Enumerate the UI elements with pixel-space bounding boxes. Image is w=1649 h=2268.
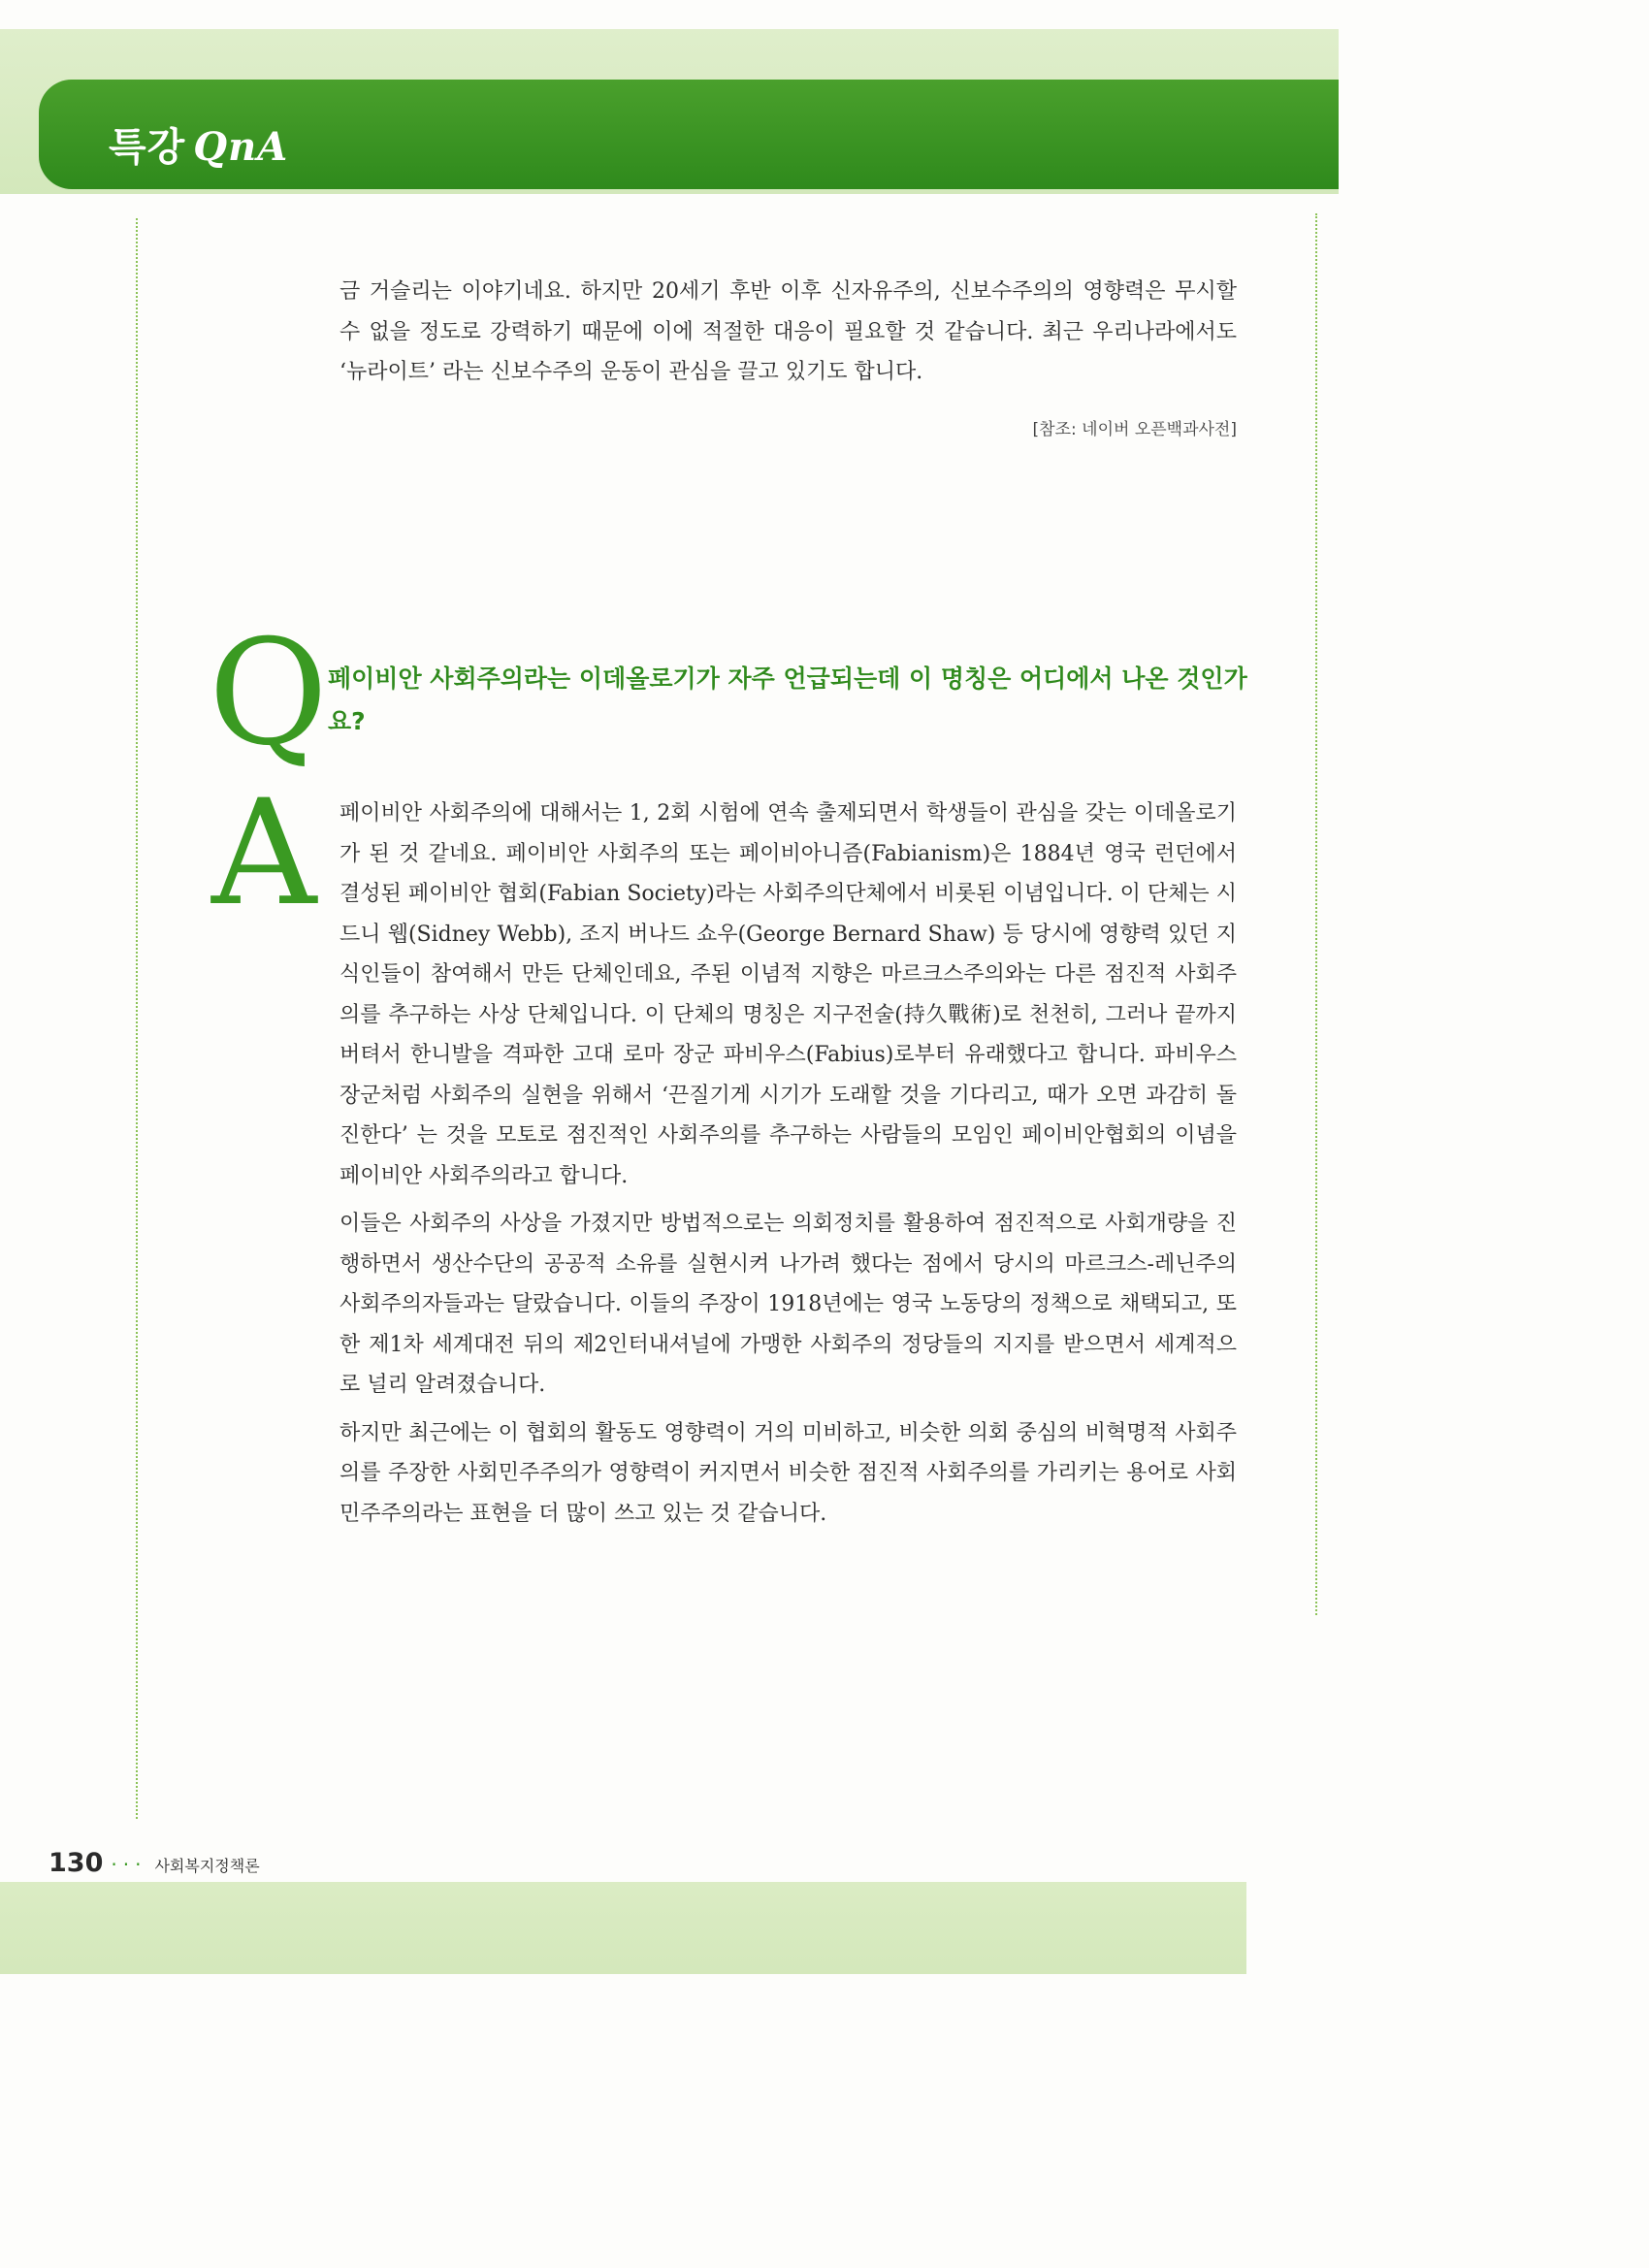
answer-paragraph: 이들은 사회주의 사상을 가졌지만 방법적으로는 의회정치를 활용하여 점진적으로 사회개량을 진행하면서 생산수단의 공공적 소유를 실현시켜 나가려 했다는 점에서 당시의 마르크스-레닌주의 사회주의자들과는 달랐습니다. 이들의 주장이 1918년에는 영국 노동당의 정책으로 채택되고, 또한 제1차 세계대전 뒤의 제2인터내셔널에 가맹한 사회주의 정당들의 지지를 받으면서 세계적으로 널리 알려졌습니다. [340, 1212, 1237, 1397]
question-letter: Q [209, 609, 328, 778]
reference-note: [참조: 네이버 오픈백과사전] [1032, 420, 1237, 439]
right-dotted-rule [1315, 213, 1317, 1615]
answer-paragraph: 페이비안 사회주의에 대해서는 1, 2회 시험에 연속 출제되면서 학생들이 관심을 갖는 이데올로기가 된 것 같네요. 페이비안 사회주의 또는 페이비아니즘(Fabianism)은 1884년 영국 런던에서 결성된 페이비안 협회(Fabian Society)라는 사회주의단체에서 비롯된 이념입니다. 이 단체는 시드니 웹(Sidney Webb), 조지 버나드 쇼우(George Bernard Shaw) 등 당시에 영향력 있던 지식인들이 참여해서 만든 단체인데요, 주된 이념적 지향은 마르크스주의와는 다른 점진적 사회주의를 추구하는 사상 단체입니다. 이 단체의 명칭은 지구전술(持久戰術)로 천천히, 그러나 끝까지 버텨서 한니발을 격파한 고대 로마 장군 파비우스(Fabius)로부터 유래했다고 합니다. 파비우스 장군처럼 사회주의 실현을 위해서 ‘끈질기게 시기가 도래할 것을 기다리고, 때가 오면 과감히 돌진한다’ 는 것을 모토로 점진적인 사회주의를 추구하는 사람들의 모임인 페이비안협회의 이념을 페이비안 사회주의라고 합니다. [340, 801, 1237, 1188]
section-title-qna: QnA [193, 124, 289, 170]
book-title: 사회복지정책론 [154, 1857, 260, 1875]
intro-paragraph: 금 거슬리는 이야기네요. 하지만 20세기 후반 이후 신자유주의, 신보수주의의 영향력은 무시할 수 없을 정도로 강력하기 때문에 이에 적절한 대응이 필요할 것 같습니다. 최근 우리나라에서도 ‘뉴라이트’ 라는 신보수주의 운동이 관심을 끌고 있기도 합니다. [340, 279, 1237, 384]
footer-dots: ··· [111, 1853, 147, 1876]
page-footer [48, 1848, 260, 1878]
bottom-color-band [0, 1882, 1246, 1974]
page-number: 130 [48, 1848, 104, 1878]
left-dotted-rule [136, 218, 138, 1819]
section-title-korean: 특강 [109, 125, 186, 170]
answer-body [340, 794, 1237, 1541]
question-text: 페이비안 사회주의라는 이데올로기가 자주 언급되는데 이 명칭은 어디에서 나온 것인가요? [328, 664, 1247, 735]
section-title [109, 116, 288, 172]
answer-letter: A [211, 769, 317, 938]
answer-paragraph: 하지만 최근에는 이 협회의 활동도 영향력이 거의 미비하고, 비슷한 의회 중심의 비혁명적 사회주의를 주장한 사회민주주의가 영향력이 커지면서 비슷한 점진적 사회주의를 가리키는 용어로 사회민주주의라는 표현을 더 많이 쓰고 있는 것 같습니다. [340, 1420, 1237, 1526]
